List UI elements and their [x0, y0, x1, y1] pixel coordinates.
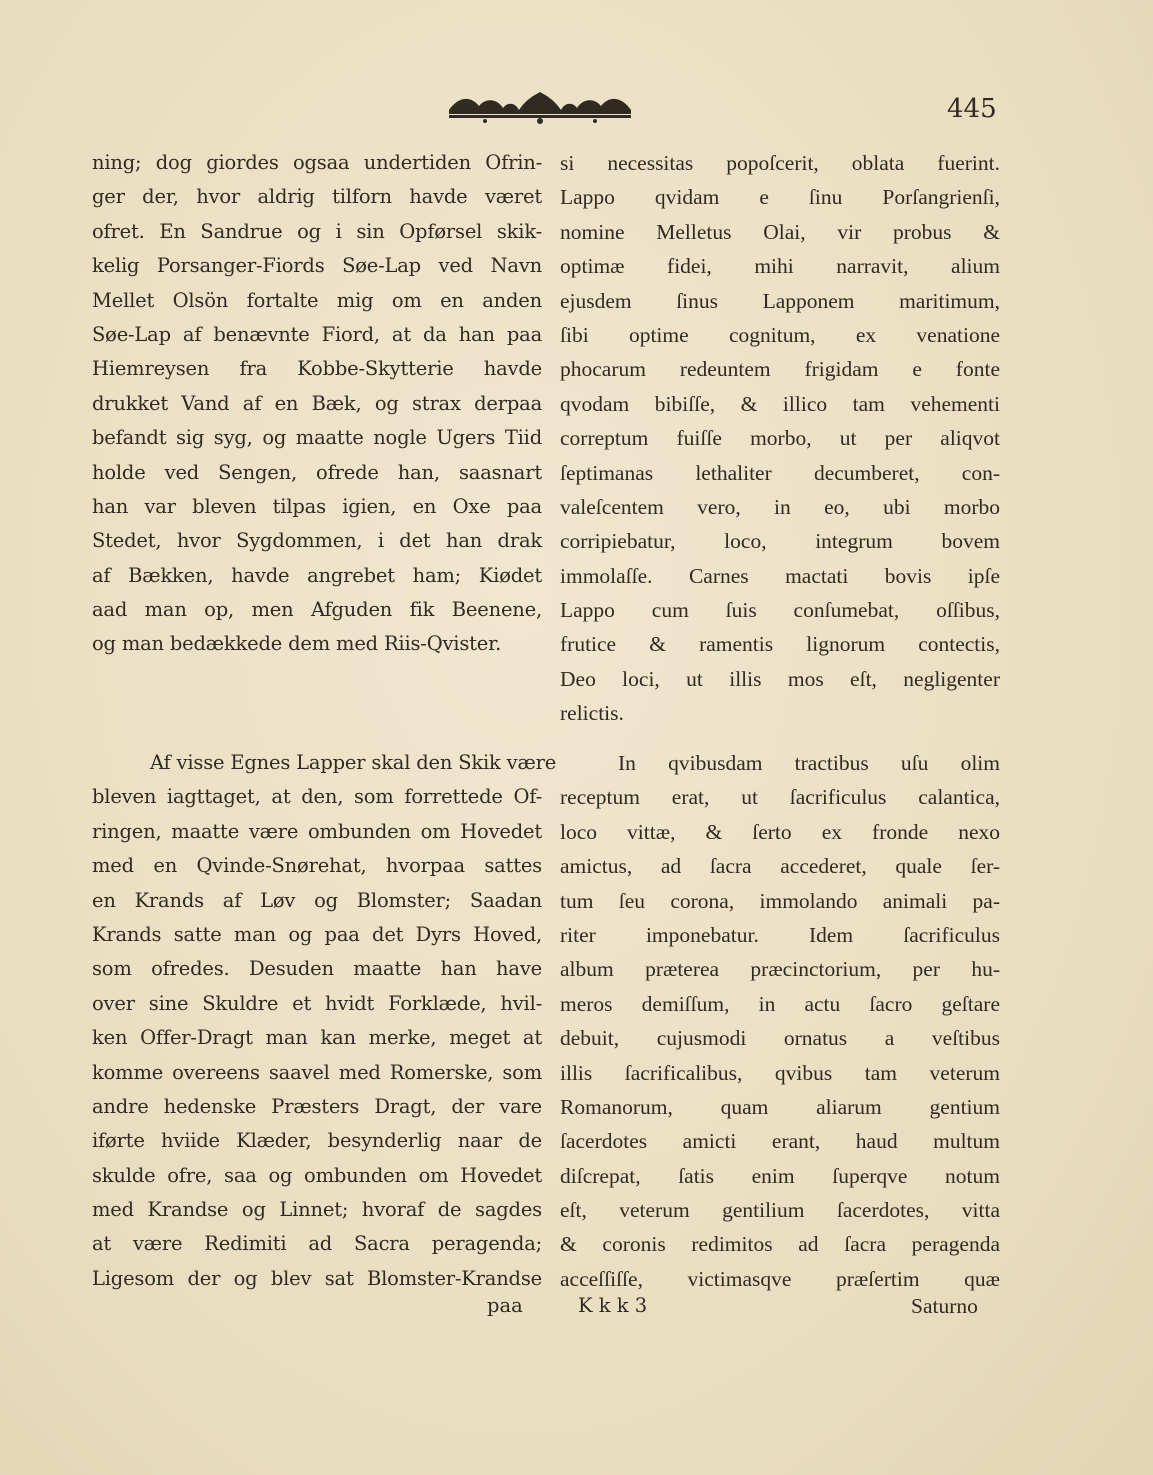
text-line: bleven iagttaget, at den, som forrettede Of- [92, 785, 542, 809]
text-line: corripiebatur, loco, integrum bovem [560, 529, 1000, 554]
text-line: komme overeens saavel med Romerske, som [92, 1060, 542, 1084]
text-line: nomine Melletus Olai, vir probus & [560, 219, 1000, 244]
text-line: optimæ fidei, mihi narravit, alium [560, 254, 1000, 279]
text-line: meros demiſſum, in actu ſacro geſtare [560, 991, 1000, 1016]
text-line: ringen, maatte være ombunden om Hovedet [92, 819, 542, 843]
text-line: at være Redimiti ad Sacra peragenda; [92, 1232, 542, 1256]
text-line: over sine Skuldre et hvidt Forklæde, hvil- [92, 991, 542, 1015]
text-line: illis ſacrificalibus, qvibus tam veterum [560, 1060, 1000, 1085]
text-line: han var bleven tilpas igien, en Oxe paa [92, 494, 542, 518]
text-line: Mellet Olsön fortalte mig om en anden [92, 288, 542, 312]
text-line: eſt, veterum gentilium ſacerdotes, vitta [560, 1198, 1000, 1223]
text-line: amictus, ad ſacra accederet, quale ſer- [560, 854, 1000, 879]
text-line: Ligesom der og blev sat Blomster-Krandse [92, 1266, 542, 1290]
latin-paragraph-2 [560, 746, 1000, 1296]
catchword-left: paa [487, 1294, 523, 1317]
text-line: ning; dog giordes ogsaa undertiden Ofrin- [92, 151, 542, 174]
text-line: ken Offer-Dragt man kan merke, meget at [92, 1026, 542, 1050]
text-line: Lappo cum ſuis conſumebat, oſſibus, [560, 598, 1000, 623]
text-line: frutice & ramentis lignorum contectis, [560, 632, 1000, 657]
text-line: en Krands af Løv og Blomster; Saadan [92, 888, 542, 912]
text-line: ejusdem ſinus Lapponem maritimum, [560, 288, 1000, 313]
text-line: og man bedækkede dem med Riis-Qvister. [92, 632, 502, 656]
text-line: acceſſiſſe, victimasqve præſertim quæ [560, 1266, 1000, 1291]
text-line: receptum erat, ut ſacrificulus calantica, [560, 785, 1000, 810]
page-number: 445 [947, 94, 997, 124]
text-line: phocarum redeuntem frigidam e fonte [560, 357, 1000, 382]
text-line: Romanorum, quam aliarum gentium [560, 1094, 1000, 1119]
text-line: af Bækken, havde angrebet ham; Kiødet [92, 563, 542, 587]
text-line: diſcrepat, ſatis enim ſuperqve notum [560, 1163, 1000, 1188]
text-line: ſibi optime cognitum, ex venatione [560, 322, 1000, 347]
text-line: loco vittæ, & ſerto ex fronde nexo [560, 819, 1000, 844]
text-line: valeſcentem vero, in eo, ubi morbo [560, 494, 1000, 519]
text-line: med Krandse og Linnet; hvoraf de sagdes [92, 1198, 542, 1222]
text-line: si necessitas popoſcerit, oblata fuerint. [560, 151, 1000, 175]
latin-paragraph-1 [560, 146, 1000, 731]
text-line: correptum fuiſſe morbo, ut per aliqvot [560, 426, 1000, 451]
text-line: Hiemreysen fra Kobbe-Skytterie havde [92, 357, 542, 381]
text-line: immolaſſe. Carnes mactati bovis ipſe [560, 563, 1000, 588]
text-line: som ofredes. Desuden maatte han have [92, 957, 542, 981]
text-line: qvodam bibiſſe, & illico tam vehementi [560, 391, 1000, 416]
text-line: In qvibusdam tractibus uſu olim [618, 751, 1000, 775]
ornament-headpiece-icon [445, 88, 635, 126]
text-line: Krands satte man og paa det Dyrs Hoved, [92, 922, 542, 946]
text-line: skulde ofre, saa og ombunden om Hovedet [92, 1163, 542, 1187]
text-line: Af visse Egnes Lapper skal den Skik være [150, 751, 557, 774]
text-line: & coronis redimitos ad ſacra peragenda [560, 1232, 1000, 1257]
catchword-right: Saturno [911, 1294, 978, 1318]
signature-mark: K k k 3 [578, 1294, 648, 1317]
text-line: holde ved Sengen, ofrede han, saasnart [92, 460, 542, 484]
text-line: kelig Porsanger-Fiords Søe-Lap ved Navn [92, 254, 542, 278]
text-line: tum ſeu corona, immolando animali pa- [560, 888, 1000, 913]
danish-paragraph-2 [92, 746, 557, 1296]
text-line: debuit, cujusmodi ornatus a veſtibus [560, 1026, 1000, 1051]
text-line: ſacerdotes amicti erant, haud multum [560, 1129, 1000, 1154]
text-line: Stedet, hvor Sygdommen, i det han drak [92, 529, 542, 553]
text-line: ofret. En Sandrue og i sin Opførsel skik- [92, 219, 542, 243]
text-line: med en Qvinde-Snørehat, hvorpaa sattes [92, 854, 542, 878]
text-line: Søe-Lap af benævnte Fiord, at da han paa [92, 322, 542, 346]
text-line: album præterea præcinctorium, per hu- [560, 957, 1000, 982]
text-line: relictis. [560, 701, 624, 726]
text-line: iførte hviide Klæder, besynderlig naar de [92, 1129, 542, 1153]
danish-paragraph-1 [92, 146, 542, 662]
text-line: befandt sig syg, og maatte nogle Ugers Tiid [92, 426, 542, 450]
text-line: drukket Vand af en Bæk, og strax derpaa [92, 391, 542, 415]
text-line: andre hedenske Præsters Dragt, der vare [92, 1094, 542, 1118]
text-line: riter imponebatur. Idem ſacrificulus [560, 922, 1000, 947]
text-line: ſeptimanas lethaliter decumberet, con- [560, 460, 1000, 485]
text-line: Deo loci, ut illis mos eſt, negligenter [560, 666, 1000, 691]
text-line: ger der, hvor aldrig tilforn havde været [92, 185, 542, 209]
text-line: aad man op, men Afguden fik Beenene, [92, 598, 542, 622]
text-line: Lappo qvidam e ſinu Porſangrienſi, [560, 185, 1000, 210]
